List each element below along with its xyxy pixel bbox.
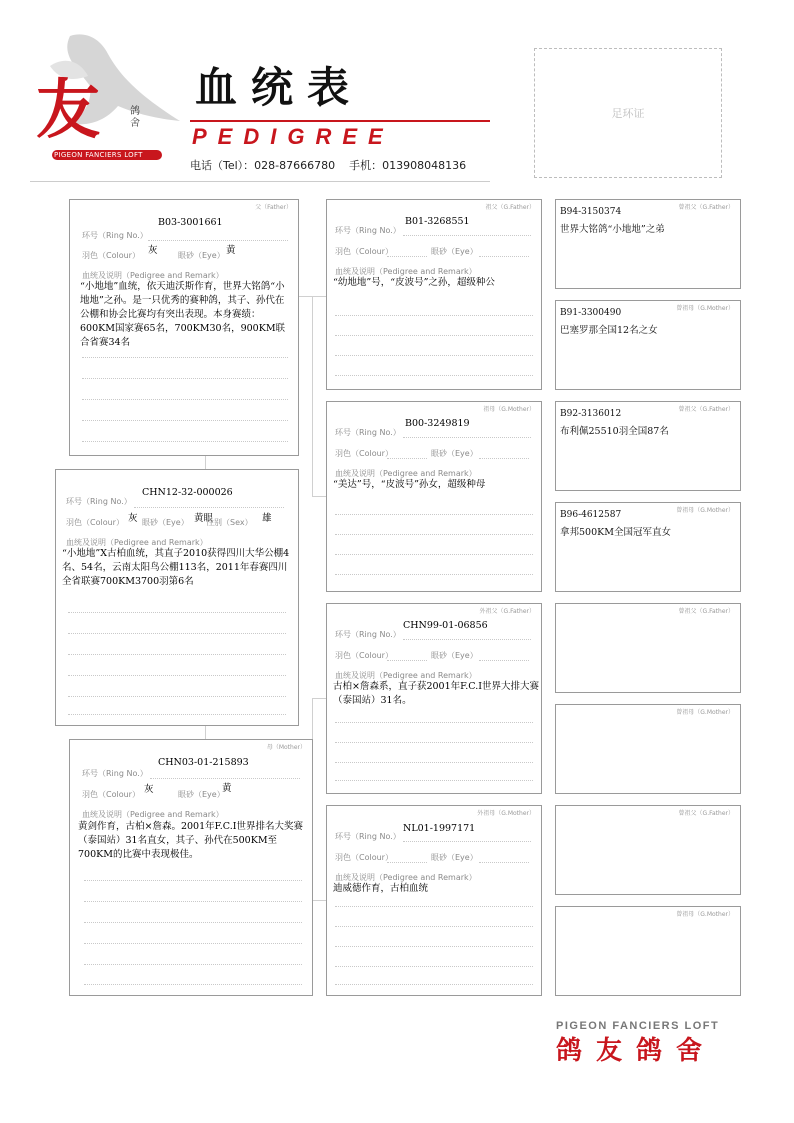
colour-label: 羽色（Colour） bbox=[335, 449, 393, 458]
page-title: 血统表 bbox=[195, 63, 364, 112]
line bbox=[335, 966, 533, 967]
gg-note[interactable]: 拿邦500KM全国冠军直女 bbox=[560, 527, 671, 538]
line bbox=[82, 441, 288, 442]
great-grandparent-card bbox=[555, 704, 741, 794]
gg-note[interactable]: 巴塞罗那全国12名之女 bbox=[560, 325, 658, 336]
colour-underline bbox=[387, 256, 427, 257]
gg-note[interactable]: 布利佩25510羽全国87名 bbox=[560, 426, 669, 437]
connector bbox=[312, 698, 326, 699]
header-divider bbox=[30, 181, 490, 182]
line bbox=[335, 984, 533, 985]
father-eye[interactable]: 黄 bbox=[226, 245, 236, 256]
line bbox=[68, 654, 286, 655]
self-remark[interactable]: “小地地”X古柏血统，其直子2010获得四川大华公棚4名、54名，云南太阳鸟公棚113名，2011年春赛四川全省联赛700KM3700羽第6名 bbox=[62, 548, 290, 587]
footer-en: PIGEON FANCIERS LOFT bbox=[556, 1020, 720, 1032]
ring-underline bbox=[403, 235, 531, 236]
father-corner-label: 父（Father） bbox=[255, 204, 292, 211]
ring-underline bbox=[403, 639, 531, 640]
ring-underline bbox=[148, 240, 288, 241]
mother-ring[interactable]: CHN03-01-215893 bbox=[158, 757, 249, 768]
self-card bbox=[55, 469, 299, 726]
mother-eye[interactable]: 黄 bbox=[222, 783, 232, 794]
colour-label: 羽色（Colour） bbox=[335, 247, 393, 256]
corner-label: 曾祖母（G.Mother） bbox=[676, 507, 734, 514]
line bbox=[68, 714, 286, 715]
connector bbox=[312, 900, 326, 901]
grandfather-paternal-card bbox=[326, 199, 542, 390]
ring-underline bbox=[403, 437, 531, 438]
ring-label: 环号（Ring No.） bbox=[335, 428, 401, 437]
logo-char: 友 bbox=[36, 73, 100, 148]
mother-remark[interactable]: 黄剑作育，古柏×詹森。2001年F.C.I世界排名大奖赛（泰国站）31名直女，其子、孙代在500KM至700KM的比赛中表现极佳。 bbox=[78, 821, 303, 860]
logo-vertical-text: 鸽舍 bbox=[130, 106, 140, 129]
father-card bbox=[69, 199, 299, 456]
eye-label: 眼砂（Eye） bbox=[178, 790, 225, 799]
corner-label: 祖父（G.Father） bbox=[485, 204, 535, 211]
gf-mat-remark[interactable]: 古柏×詹森系，直子获2001年F.C.I世界大排大赛（泰国站）31名。 bbox=[333, 681, 539, 706]
great-grandparent-card bbox=[555, 300, 741, 390]
line bbox=[335, 762, 533, 763]
corner-label: 曾祖父（G.Father） bbox=[678, 810, 734, 817]
line bbox=[335, 742, 533, 743]
gg-ring[interactable]: B92-3136012 bbox=[560, 409, 622, 419]
line bbox=[335, 335, 533, 336]
grandfather-maternal-card bbox=[326, 603, 542, 794]
line bbox=[84, 964, 302, 965]
colour-underline bbox=[387, 660, 427, 661]
remark-label: 血统及说明（Pedigree and Remark） bbox=[335, 267, 477, 276]
ring-underline bbox=[134, 507, 284, 508]
gf-pat-remark[interactable]: “幼地地”号，“皮波号”之孙，超级种公 bbox=[333, 277, 495, 288]
great-grandparent-card bbox=[555, 401, 741, 491]
line bbox=[68, 696, 286, 697]
corner-label: 曾祖母（G.Mother） bbox=[676, 305, 734, 312]
line bbox=[82, 378, 288, 379]
colour-label: 羽色（Colour） bbox=[66, 518, 124, 527]
line bbox=[84, 901, 302, 902]
remark-label: 血统及说明（Pedigree and Remark） bbox=[335, 873, 477, 882]
eye-label: 眼砂（Eye） bbox=[431, 853, 478, 862]
line bbox=[84, 984, 302, 985]
ring-label: 环号（Ring No.） bbox=[335, 226, 401, 235]
great-grandparent-card bbox=[555, 199, 741, 289]
great-grandparent-card bbox=[555, 805, 741, 895]
phone-line: 电话（Tel）：028-87666780 手机：013908048136 bbox=[190, 159, 467, 172]
connector bbox=[312, 496, 326, 497]
corner-label: 曾祖母（G.Mother） bbox=[676, 709, 734, 716]
line bbox=[335, 355, 533, 356]
gm-pat-ring[interactable]: B00-3249819 bbox=[405, 418, 470, 429]
corner-label: 外祖父（G.Father） bbox=[479, 608, 535, 615]
corner-label: 外祖母（G.Mother） bbox=[477, 810, 535, 817]
gf-mat-ring[interactable]: CHN99-01-06856 bbox=[403, 620, 488, 631]
gg-ring[interactable]: B96-4612587 bbox=[560, 510, 622, 520]
remark-label: 血统及说明（Pedigree and Remark） bbox=[66, 538, 208, 547]
grandmother-paternal-card bbox=[326, 401, 542, 592]
connector bbox=[205, 455, 206, 469]
ring-label: 环号（Ring No.） bbox=[335, 630, 401, 639]
line bbox=[68, 633, 286, 634]
line bbox=[84, 880, 302, 881]
colour-label: 羽色（Colour） bbox=[82, 790, 140, 799]
sex-label: 性别（Sex） bbox=[206, 518, 253, 527]
remark-label: 血统及说明（Pedigree and Remark） bbox=[335, 469, 477, 478]
footer-cn: 鸽友鸽舍 bbox=[556, 1036, 717, 1066]
ring-photo-label: 足环证 bbox=[611, 107, 645, 120]
eye-label: 眼砂（Eye） bbox=[431, 651, 478, 660]
mother-colour[interactable]: 灰 bbox=[144, 784, 154, 795]
eye-label: 眼砂（Eye） bbox=[142, 518, 189, 527]
corner-label: 曾祖母（G.Mother） bbox=[676, 911, 734, 918]
line bbox=[335, 780, 533, 781]
line bbox=[335, 906, 533, 907]
father-ring[interactable]: B03-3001661 bbox=[158, 217, 223, 228]
mother-card bbox=[69, 739, 313, 996]
line bbox=[68, 612, 286, 613]
line bbox=[335, 514, 533, 515]
self-ring[interactable]: CHN12-32-000026 bbox=[142, 487, 233, 498]
self-sex[interactable]: 雄 bbox=[262, 513, 272, 524]
father-remark[interactable]: “小地地”血统，依天迪沃斯作育，世界大铭鸽“小地地”之孙。是一只优秀的赛种鸽，其子、孙代在公棚和协会比赛均有突出表现。本身赛绩：600KM国家赛65名，700KM30名，900KM联合省赛34名 bbox=[80, 281, 286, 348]
gf-pat-ring[interactable]: B01-3268551 bbox=[405, 216, 470, 227]
eye-label: 眼砂（Eye） bbox=[431, 247, 478, 256]
gg-ring[interactable]: B91-3300490 bbox=[560, 308, 622, 318]
colour-underline bbox=[387, 862, 427, 863]
title-en: PEDIGREE bbox=[192, 124, 394, 149]
gg-note[interactable]: 世界大铭鸽“小地地”之弟 bbox=[560, 224, 665, 235]
line bbox=[335, 574, 533, 575]
colour-label: 羽色（Colour） bbox=[82, 251, 140, 260]
line bbox=[335, 554, 533, 555]
corner-label: 祖母（G.Mother） bbox=[483, 406, 535, 413]
ring-underline bbox=[403, 841, 531, 842]
gg-ring[interactable]: B94-3150374 bbox=[560, 207, 622, 217]
father-colour[interactable]: 灰 bbox=[148, 245, 158, 256]
connector bbox=[312, 296, 313, 496]
mother-corner-label: 母（Mother） bbox=[266, 744, 306, 751]
line bbox=[335, 926, 533, 927]
line bbox=[335, 315, 533, 316]
line bbox=[68, 675, 286, 676]
corner-label: 曾祖父（G.Father） bbox=[678, 608, 734, 615]
remark-label: 血统及说明（Pedigree and Remark） bbox=[335, 671, 477, 680]
remark-label: 血统及说明（Pedigree and Remark） bbox=[82, 810, 224, 819]
ring-label: 环号（Ring No.） bbox=[82, 769, 148, 778]
eye-underline bbox=[479, 660, 529, 661]
line bbox=[84, 922, 302, 923]
eye-label: 眼砂（Eye） bbox=[178, 251, 225, 260]
great-grandparent-card bbox=[555, 502, 741, 592]
line bbox=[82, 399, 288, 400]
line bbox=[335, 722, 533, 723]
line bbox=[82, 420, 288, 421]
grandmother-maternal-card bbox=[326, 805, 542, 996]
line bbox=[82, 357, 288, 358]
ring-photo-box[interactable] bbox=[534, 48, 722, 178]
line bbox=[335, 534, 533, 535]
great-grandparent-card bbox=[555, 603, 741, 693]
line bbox=[84, 943, 302, 944]
gm-mat-ring[interactable]: NL01-1997171 bbox=[403, 823, 476, 834]
great-grandparent-card bbox=[555, 906, 741, 996]
ring-label: 环号（Ring No.） bbox=[335, 832, 401, 841]
logo bbox=[30, 26, 190, 166]
eye-label: 眼砂（Eye） bbox=[431, 449, 478, 458]
gm-pat-remark[interactable]: “美达”号，“皮波号”孙女，超级种母 bbox=[333, 479, 486, 490]
corner-label: 曾祖父（G.Father） bbox=[678, 204, 734, 211]
colour-label: 羽色（Colour） bbox=[335, 651, 393, 660]
logo-sub-text: PIGEON FANCIERS LOFT bbox=[54, 151, 143, 159]
remark-label: 血统及说明（Pedigree and Remark） bbox=[82, 271, 224, 280]
line bbox=[335, 946, 533, 947]
eye-underline bbox=[479, 862, 529, 863]
connector bbox=[205, 725, 206, 739]
red-stripe bbox=[190, 120, 490, 122]
ring-label: 环号（Ring No.） bbox=[66, 497, 132, 506]
corner-label: 曾祖父（G.Father） bbox=[678, 406, 734, 413]
eye-underline bbox=[479, 458, 529, 459]
colour-underline bbox=[387, 458, 427, 459]
ring-underline bbox=[150, 778, 300, 779]
eye-underline bbox=[479, 256, 529, 257]
self-eye[interactable]: 黄眼 bbox=[194, 513, 214, 524]
gm-mat-remark[interactable]: 迪威德作育，古柏血统 bbox=[333, 883, 429, 894]
line bbox=[335, 375, 533, 376]
ring-label: 环号（Ring No.） bbox=[82, 231, 148, 240]
colour-label: 羽色（Colour） bbox=[335, 853, 393, 862]
self-colour[interactable]: 灰 bbox=[128, 513, 138, 524]
